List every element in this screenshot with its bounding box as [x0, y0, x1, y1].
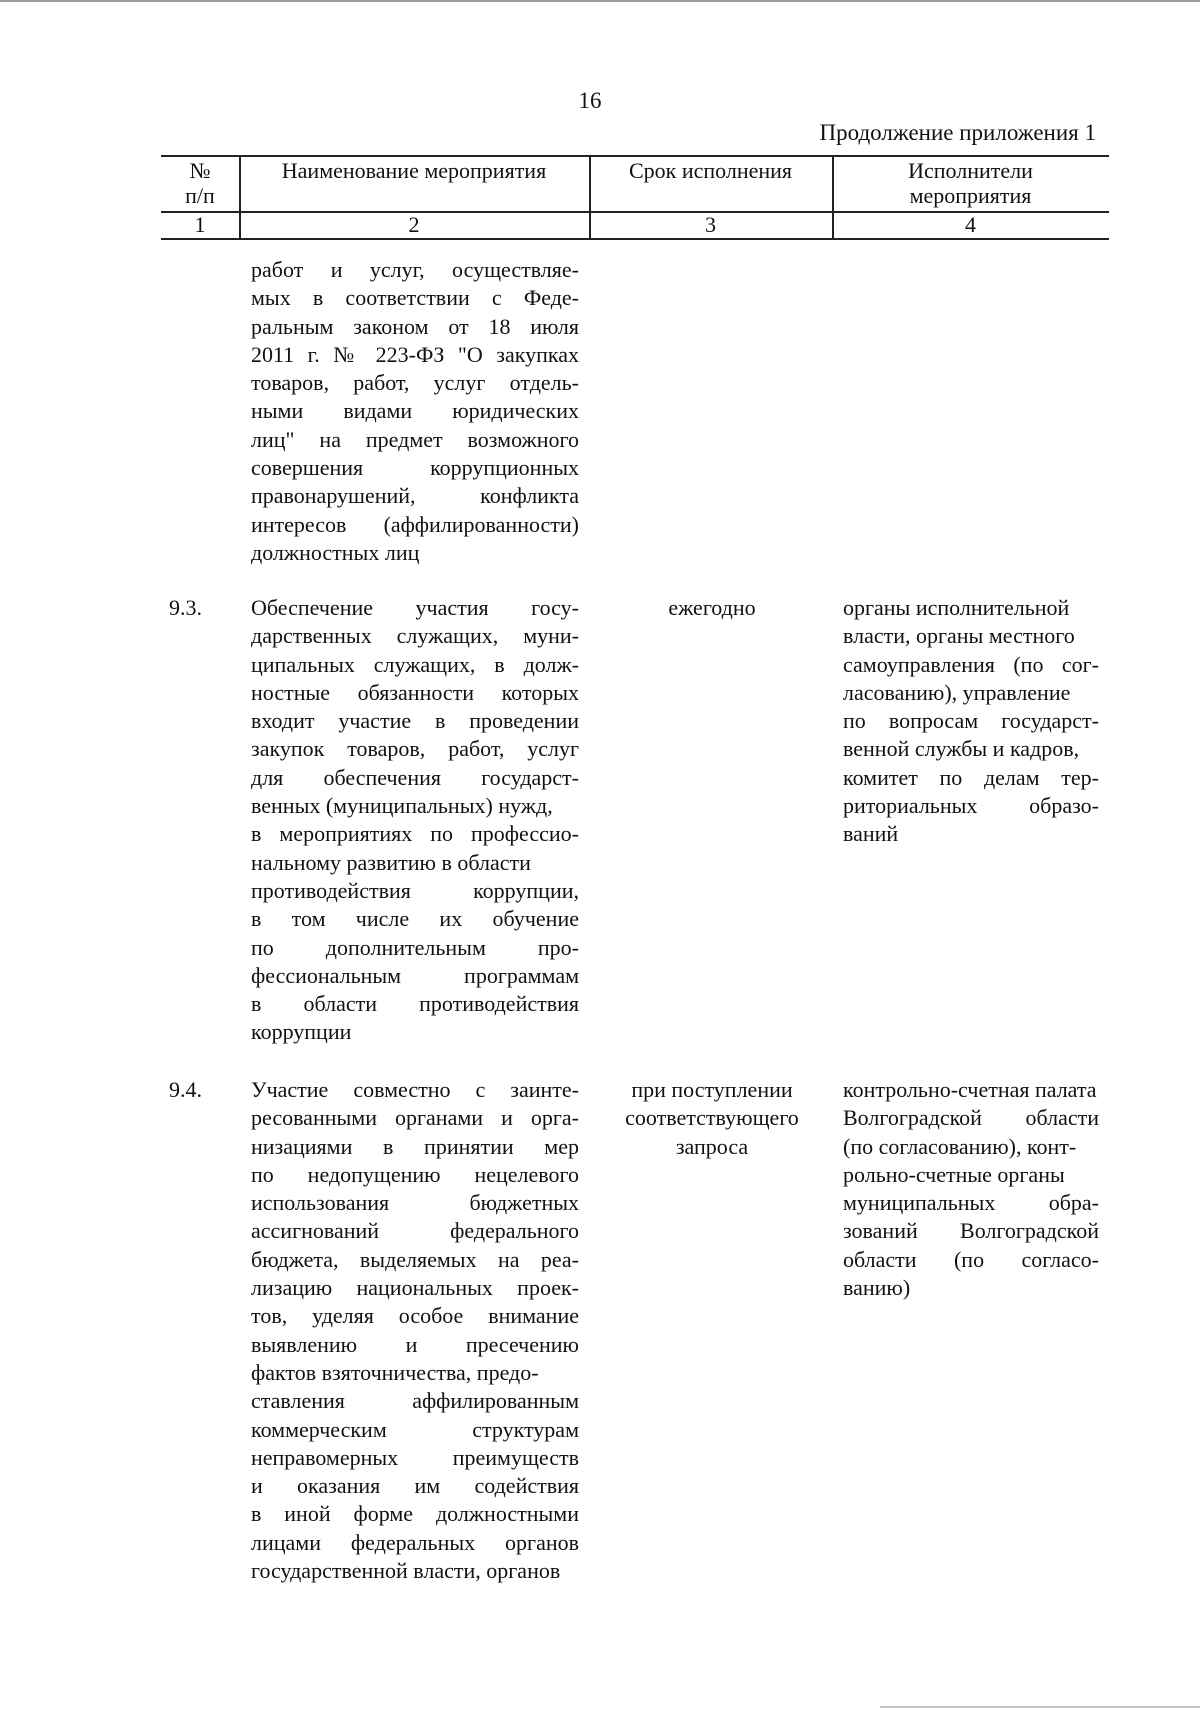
row-1-name-line: правонарушений, конфликта — [251, 483, 579, 509]
row-2-term — [597, 594, 827, 622]
row-3-name-line: выявлению и пресечению — [251, 1331, 579, 1357]
row-3-number: 9.4. — [169, 1077, 202, 1102]
row-3-name-line: тов, уделяя особое внимание — [251, 1303, 579, 1329]
row-2-name-line: для обеспечения государст- — [251, 764, 579, 790]
row-3-exec-line: контрольно-счетная палата — [843, 1077, 1097, 1102]
row-1-name-line: 2011 г. № 223-ФЗ "О закупках — [251, 341, 579, 367]
header-col-number-line2: п/п — [185, 183, 215, 208]
row-3-name-line: фактов взяточничества, предо- — [251, 1359, 539, 1385]
row-2-name-line: в области противодействия — [251, 991, 579, 1017]
row-1-name-line: должностных лиц — [251, 539, 420, 565]
row-3-exec — [843, 1076, 1099, 1302]
header-col-term: Срок исполнения — [628, 158, 793, 183]
row-2-name — [251, 594, 579, 1047]
row-3-name-line: коммерческим структурам — [251, 1416, 579, 1442]
row-3-name-line: низациями в принятии мер — [251, 1133, 579, 1159]
row-2-exec-line: риториальных образо- — [843, 793, 1099, 819]
row-3-name-line: лизацию национальных проек- — [251, 1275, 579, 1301]
row-2-name-line: фессиональным программам — [251, 962, 579, 988]
row-3-name-line: и оказания им содействия — [251, 1473, 579, 1499]
row-2-exec-line: самоуправления (по сог- — [843, 651, 1099, 677]
row-2-exec-line: власти, органы местного — [843, 623, 1075, 649]
row-2-name-line: входит участие в проведении — [251, 708, 579, 734]
row-3-exec-line: зований Волгоградской — [843, 1218, 1099, 1244]
row-2-name-line: в том числе их обучение — [251, 906, 579, 932]
header-bottom-rule — [161, 238, 1109, 240]
row-3-name-line: лицами федеральных органов — [251, 1529, 579, 1555]
row-3-term-line: при поступлении — [631, 1077, 793, 1102]
table-header — [161, 155, 1109, 240]
row-3-exec-line: ванию) — [843, 1275, 911, 1301]
header-top-rule — [161, 155, 1109, 157]
row-2-exec-line: по вопросам государст- — [843, 708, 1099, 734]
row-1-name-line: работ и услуг, осуществляе- — [251, 257, 579, 282]
row-2-name-line: противодействия коррупции, — [251, 877, 579, 903]
column-index-3: 3 — [705, 212, 716, 237]
row-3-name-line: ресованными органами и орга- — [251, 1105, 579, 1131]
row-2-exec-line: комитет по делам тер- — [843, 764, 1099, 790]
row-2-term-line: ежегодно — [668, 595, 756, 620]
header-col-executors — [832, 158, 1109, 208]
row-1-name-line: лиц" на предмет возможного — [251, 426, 579, 452]
row-3-name-line: по недопущению нецелевого — [251, 1161, 579, 1187]
row-1-name-line: ными видами юридических — [251, 398, 579, 424]
row-3-exec-line: (по согласованию), конт- — [843, 1133, 1077, 1159]
column-index-1: 1 — [194, 212, 206, 237]
header-col-executors-line1: Исполнители — [908, 158, 1033, 183]
row-3-name — [251, 1076, 579, 1585]
row-2-name-line: Обеспечение участия госу- — [251, 595, 579, 620]
row-2-name-line: по дополнительным про- — [251, 934, 579, 960]
row-2-exec-line: ваний — [843, 821, 899, 847]
row-1-name-line: товаров, работ, услуг отдель- — [251, 370, 579, 396]
row-3-term-line: соответствующего — [625, 1105, 799, 1131]
row-3-name-line: в иной форме должностными — [251, 1501, 579, 1527]
row-3-term-line: запроса — [675, 1133, 749, 1159]
header-col-number-line1: № — [189, 158, 211, 183]
row-2-name-line: ципальных служащих, в долж- — [251, 651, 579, 677]
row-2-name-line: венных (муниципальных) нужд, — [251, 793, 553, 819]
row-1-name-line: совершения коррупционных — [251, 455, 579, 481]
row-2-name-line: нальному развитию в области — [251, 849, 531, 875]
header-col-name: Наименование мероприятия — [281, 158, 547, 183]
row-2-name-line: ностные обязанности которых — [251, 679, 579, 705]
row-3-name-line: использования бюджетных — [251, 1190, 579, 1216]
row-2-number: 9.3. — [169, 595, 202, 620]
row-3-exec-line: муниципальных обра- — [843, 1190, 1099, 1216]
page-number: 16 — [578, 88, 602, 113]
row-3-name-line: бюджета, выделяемых на реа- — [251, 1246, 579, 1272]
row-3-exec-line: Волгоградской области — [843, 1105, 1099, 1131]
row-2-exec-line: органы исполнительной — [843, 595, 1070, 620]
header-col-executors-line2: мероприятия — [909, 183, 1032, 208]
row-3-name-line: ассигнований федерального — [251, 1218, 579, 1244]
row-3-name-line: неправомерных преимуществ — [251, 1444, 579, 1470]
column-index-2: 2 — [408, 212, 420, 237]
row-2-name-line: в мероприятиях по профессио- — [251, 821, 579, 847]
row-3-exec-line: рольно-счетные органы — [843, 1161, 1065, 1187]
row-2-name-line: дарственных служащих, муни- — [251, 623, 579, 649]
row-1-name-line: интересов (аффилированности) — [251, 511, 579, 537]
row-2-name-line: коррупции — [251, 1019, 352, 1045]
row-3-term — [597, 1076, 827, 1161]
row-2-exec-line: венной службы и кадров, — [843, 736, 1080, 762]
row-3-name-line: Участие совместно с заинте- — [251, 1077, 579, 1102]
row-1-name — [251, 256, 579, 567]
row-3-exec-line: области (по согласо- — [843, 1246, 1099, 1272]
continuation-caption: Продолжение приложения 1 — [819, 120, 1096, 145]
row-2-name-line: закупок товаров, работ, услуг — [251, 736, 579, 762]
row-2-exec — [843, 594, 1099, 849]
column-index-4: 4 — [965, 212, 976, 237]
row-3-name-line: ставления аффилированным — [251, 1388, 579, 1414]
row-3-name-line: государственной власти, органов — [251, 1558, 561, 1584]
row-1-name-line: ральным законом от 18 июля — [251, 313, 579, 339]
row-2-exec-line: ласованию), управление — [843, 679, 1071, 705]
page-top-edge — [0, 0, 1200, 2]
row-1-name-line: мых в соответствии с Феде- — [251, 285, 579, 311]
header-col-number — [161, 158, 239, 208]
page-bottom-mark — [880, 1706, 1200, 1708]
